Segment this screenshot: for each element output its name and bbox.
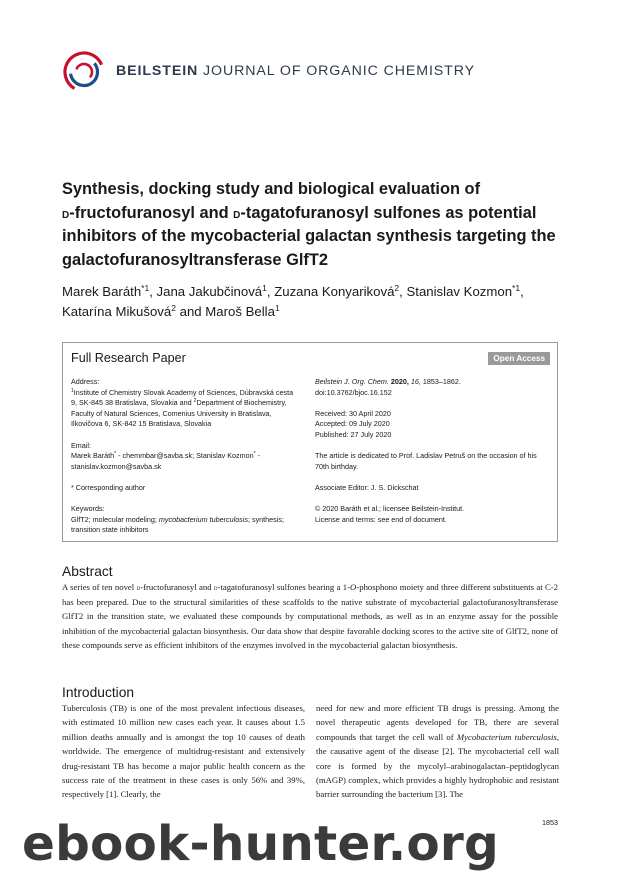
author-affiliation-sup: 1 <box>274 303 280 313</box>
address-text-1: Institute of Chemistry Slovak Academy of Sciences, Dúbravská cesta 9, SK-845 38 Bratislava, Slovakia and <box>71 387 294 408</box>
article-type: Full Research Paper <box>71 351 186 365</box>
author-affiliation-sup: 2 <box>394 283 400 293</box>
copyright-block <box>315 504 551 525</box>
citation-year: 2020, <box>390 377 409 386</box>
title-part-1: Synthesis, docking study and biological evaluation of <box>62 180 481 198</box>
author-separator: , <box>149 284 157 299</box>
address-text-2: Department of Biochemistry, Faculty of Natural Sciences, Comenius University in Bratislava, Ilkovičova 6, SK-842 15 Bratislava, Slovakia <box>71 398 287 429</box>
abstract-o-italic: O <box>350 582 357 592</box>
citation-pages: 1853–1862. <box>422 377 461 386</box>
address-block <box>71 377 299 430</box>
abstract-d-prefix-2: d <box>213 583 218 592</box>
copyright: © 2020 Baráth et al.; licensee Beilstein-Institut. <box>315 504 465 514</box>
email-star-2: * <box>253 451 256 458</box>
abstract-text <box>62 580 558 652</box>
journal-name-bold: BEILSTEIN <box>116 63 199 79</box>
journal-name <box>116 63 475 79</box>
keywords-text-b: ; synthesis; transition state inhibitors <box>71 514 284 535</box>
author-name: Stanislav Kozmon <box>406 284 513 299</box>
abstract-seg-3: -tagatofuranosyl sulfones bearing a 1- <box>217 582 351 592</box>
author-affiliation-sup: *1 <box>141 283 150 293</box>
published-date: Published: 27 July 2020 <box>315 429 392 439</box>
corresponding-note: * Corresponding author <box>71 482 146 492</box>
received-date: Received: 30 April 2020 <box>315 408 391 418</box>
author-name: Zuzana Konyariková <box>274 284 395 299</box>
address-sup-1: 1 <box>71 387 74 394</box>
author-affiliation-sup: 2 <box>171 303 176 313</box>
doi-link[interactable]: doi:10.3762/bjoc.16.152 <box>315 387 392 397</box>
info-right-column <box>315 377 551 536</box>
email-name: Marek Baráth <box>71 451 115 461</box>
intro-right-seg-2: , the causative agent of the disease [2]. The mycobacterial cell wall core is formed by the mycolyl–arabinogalactan–peptidoglycan (mAGP) complex, which provides a highly hydrophobic and resistant barrier surrounding the bacterium [3]. The <box>316 731 559 800</box>
introduction-column-left: Tuberculosis (TB) is one of the most prevalent infectious diseases, with estimated 10 million new cases each year. It causes about 1.5 million deaths annually and is amongst the top 10 causes of death worldwide. The emergence of multidrug-resistant and extensively drug-resistant TB has become a major public health concern as the success rate of the treatment in these cases is only 56% and 39%, respectively [1]. Clearly, the <box>62 703 305 800</box>
info-left-column <box>71 377 299 547</box>
introduction-column-right <box>316 701 559 802</box>
title-d-prefix-1: d <box>62 204 70 221</box>
title-part-3: -tagatofuranosyl sulfones as potential inhibitors of the mycobacterial galactan synthesis targeting the galactofuranosyltransferase GlfT2 <box>62 203 556 269</box>
author-separator: and <box>175 304 206 319</box>
keywords-text-a: GlfT2; molecular modeling; <box>71 514 159 524</box>
abstract-heading: Abstract <box>62 564 113 579</box>
watermark-text: ebook-hunter.org <box>22 816 499 872</box>
author-separator: , <box>399 284 407 299</box>
abstract-seg-2: -fructofuranosyl and <box>140 582 214 592</box>
citation-block <box>315 377 551 398</box>
author-separator: , <box>520 284 524 299</box>
author-separator: , <box>266 284 275 299</box>
watermark <box>22 814 618 874</box>
address-label: Address: <box>71 377 100 386</box>
title-part-2: -fructofuranosyl and <box>69 203 229 222</box>
page-number: 1853 <box>542 818 558 827</box>
keywords-label: Keywords: <box>71 504 105 514</box>
email-text-1[interactable]: - chemmbar@savba.sk; Stanislav Kozmon <box>116 451 254 461</box>
abstract-seg-4: -phosphono moiety and three different substituents at C-2 has been prepared. Due to the structural similarities of these scaffolds to the native substrate of mycobacterial galactofuranosyltransferase GlfT2 in the transition state, we evaluated these compounds by computational methods, as well as in an enzyme assay for the possible inhibition of the mycobacterial galactan biosynthesis. Our data show that despite favorable docking scores to the active site of GlfT2, none of these compounds serve as efficient inhibitors of the enzymes involved in the mycobacterial galactan biosynthesis. <box>62 582 559 650</box>
associate-editor: Associate Editor: J. S. Dickschat <box>315 482 419 492</box>
author-name: Maroš Bella <box>205 304 275 319</box>
introduction-heading: Introduction <box>62 685 135 700</box>
address-sup-2: 2 <box>193 398 197 405</box>
title-d-prefix-2: d <box>233 204 241 221</box>
article-title <box>62 178 562 272</box>
author-name: Katarína Mikušová <box>62 304 172 319</box>
journal-name-rest: JOURNAL OF ORGANIC CHEMISTRY <box>203 63 475 79</box>
beilstein-logo-icon <box>62 50 106 94</box>
abstract-seg-1: A series of ten novel <box>62 582 137 592</box>
email-block <box>71 441 299 473</box>
keywords-block <box>71 504 299 536</box>
email-star-1: * <box>114 451 117 458</box>
citation-journal: Beilstein J. Org. Chem. <box>315 377 389 386</box>
intro-right-seg-1: need for new and more efficient TB drugs is pressing. Among the novel therapeutic agents developed for TB, there are several compounds that target the cell wall of <box>316 703 559 742</box>
accepted-date: Accepted: 09 July 2020 <box>315 419 390 429</box>
article-info-box <box>62 342 558 542</box>
author-affiliation-sup: *1 <box>512 283 521 293</box>
author-name: Marek Baráth <box>62 284 142 299</box>
dedication: The article is dedicated to Prof. Ladislav Petruš on the occasion of his 70th birthday. <box>315 451 537 471</box>
open-access-badge: Open Access <box>488 352 550 365</box>
author-name: Jana Jakubčinová <box>156 284 263 299</box>
license-link[interactable]: License and terms: see end of document. <box>315 514 447 524</box>
author-list <box>62 282 562 322</box>
email-label: Email: <box>71 440 91 450</box>
keywords-italic: mycobacterium tuberculosis <box>158 514 248 524</box>
intro-right-italic: Mycobacterium tuberculosis <box>456 731 557 742</box>
citation-volume: 16, <box>410 377 421 386</box>
dates-block <box>315 409 551 441</box>
email-text-2[interactable]: - stanislav.kozmon@savba.sk <box>71 451 260 471</box>
author-affiliation-sup: 1 <box>262 283 267 293</box>
abstract-d-prefix-1: d <box>136 583 141 592</box>
